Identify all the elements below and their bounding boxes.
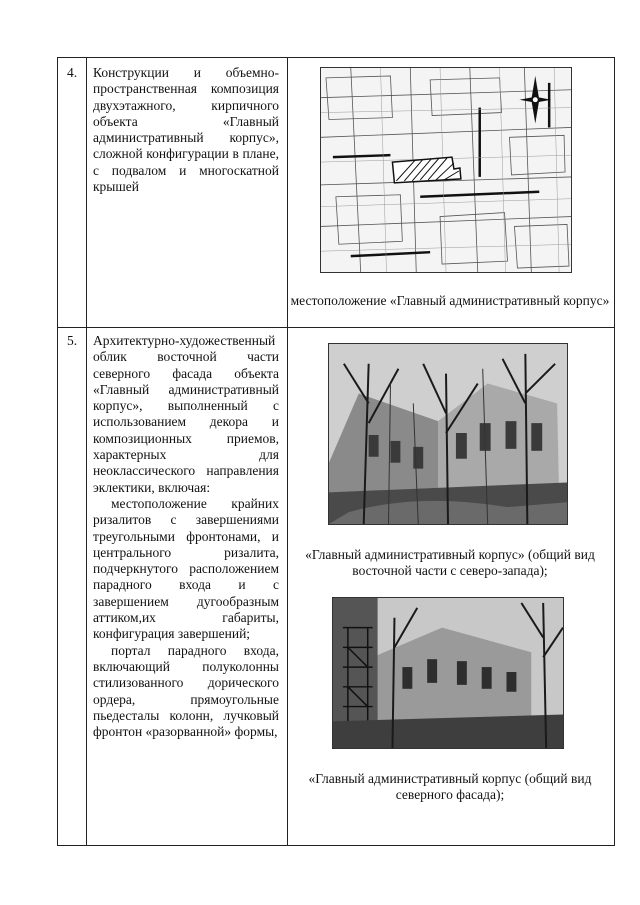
row-divider [58, 327, 614, 328]
column-divider-description [287, 58, 288, 845]
column-divider-number [86, 58, 87, 845]
description-paragraph: местоположение крайних ризалитов с завершениями треугольными фронтонами, и центрального ризалита, подчеркнутого расположением парадного входа и с завершением дугообразным аттиком,их габариты, конфигурация завершений; [93, 495, 279, 642]
building-photo-north [332, 597, 564, 749]
figure-caption: местоположение «Главный административный корпус» [290, 293, 610, 308]
monument-table [57, 57, 615, 846]
row-number: 5. [67, 333, 78, 348]
description-paragraph: Архитектурно-художественный облик восточной части северного фасада объекта «Главный административный корпус», выполненный с использованием декора и композиционных приемов, характерных для неоклассического направления эклектики, включая: [93, 333, 279, 495]
site-plan-map [320, 67, 572, 273]
figure-caption: «Главный административный корпус (общий вид северного фасада); [308, 771, 592, 803]
row-description [93, 333, 279, 740]
figure-caption: «Главный административный корпус» (общий вид восточной части с северо-запада); [305, 547, 595, 579]
row-description: Конструкции и объемно-пространственная композиция двухэтажного, кирпичного объекта «Главный административный корпус», сложной конфигурации в плане, с подвалом и многоскатной крышей [93, 65, 279, 195]
row-number: 4. [67, 65, 78, 80]
highlighted-building [392, 157, 460, 183]
description-paragraph: портал парадного входа, включающий полуколонны стилизованного дорического ордера, прямоугольные пьедесталы колонн, лучковый фронтон «разорванной» формы, [93, 642, 279, 740]
building-photo-east [328, 343, 568, 525]
